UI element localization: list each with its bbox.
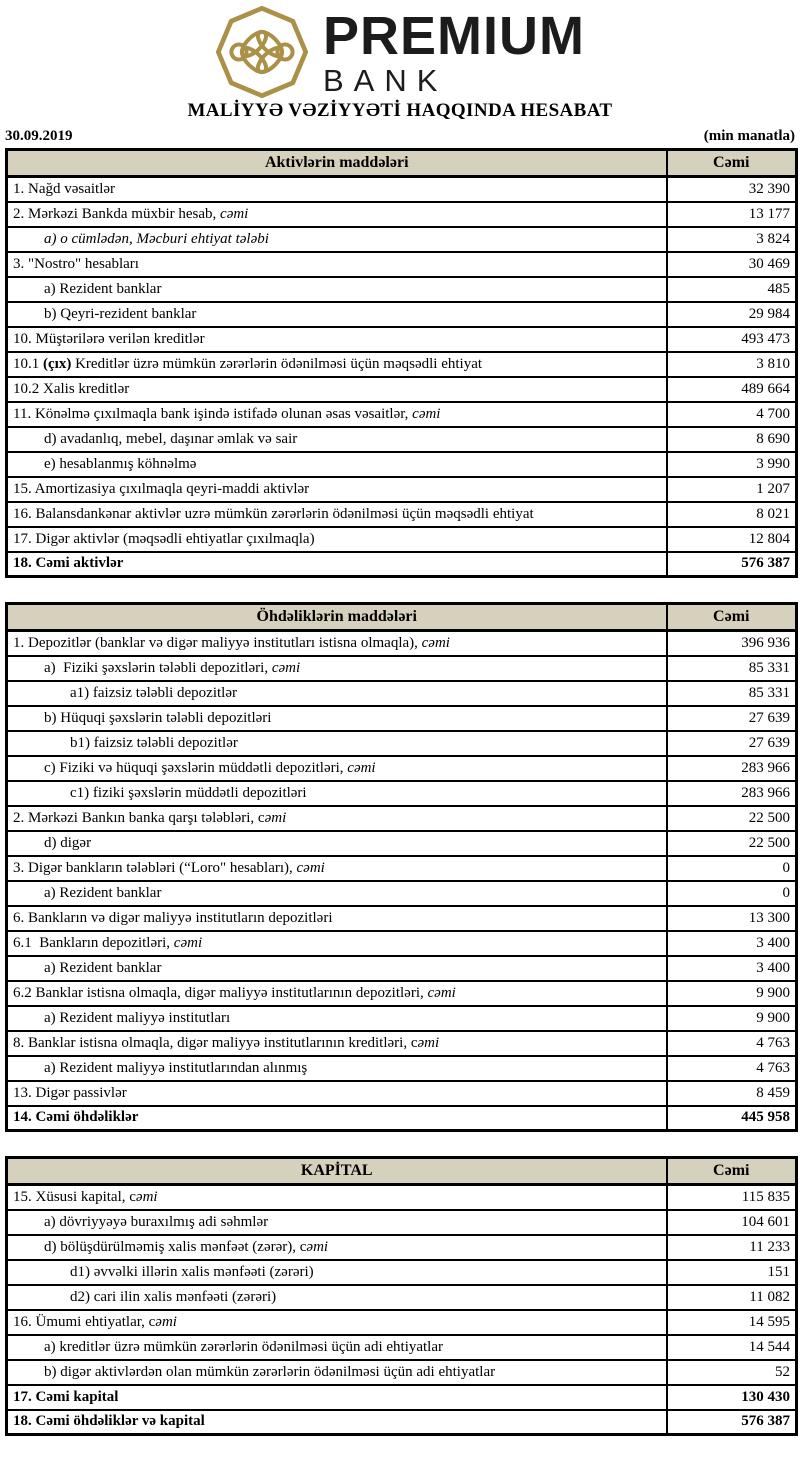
row-value: 52 (667, 1360, 797, 1385)
row-label: 16. Ümumi ehtiyatlar, cəmi (7, 1310, 667, 1335)
row-label: 2. Mərkəzi Bankda müxbir hesab, cəmi (7, 202, 667, 227)
row-value: 8 690 (667, 427, 797, 452)
table-row (7, 1006, 797, 1031)
row-label: 8. Banklar istisna olmaqla, digər maliyyə institutlarının kreditləri, cəmi (7, 1031, 667, 1056)
row-label: 13. Digər passivlər (7, 1081, 667, 1106)
table-row (7, 956, 797, 981)
row-label: a) Fiziki şəxslərin tələbli depozitləri, cəmi (7, 656, 667, 681)
page-title: MALİYYƏ VƏZİYYƏTİ HAQQINDA HESABAT (187, 100, 613, 121)
row-label: 17. Digər aktivlər (məqsədli ehtiyatlar çıxılmaqla) (7, 527, 667, 552)
row-value: 485 (667, 277, 797, 302)
table-row (7, 427, 797, 452)
table-row (7, 706, 797, 731)
table-row (7, 681, 797, 706)
row-label: a) kreditlər üzrə mümkün zərərlərin ödənilməsi üçün adi ehtiyatlar (7, 1335, 667, 1360)
unit-note: (min manatla) (703, 128, 795, 144)
row-value: 489 664 (667, 377, 797, 402)
table-row (7, 931, 797, 956)
row-label: 10. Müştərilərə verilən kreditlər (7, 327, 667, 352)
row-label: 10.2 Xalis kreditlər (7, 377, 667, 402)
tables-container (5, 148, 795, 1436)
table-row (7, 277, 797, 302)
table-row (7, 731, 797, 756)
table-row (7, 1235, 797, 1260)
row-value: 0 (667, 881, 797, 906)
row-label: 16. Balansdankənar aktivlər uzrə mümkün zərərlərin ödənilməsi üçün məqsədli ehtiyat (7, 502, 667, 527)
row-label: d2) cari ilin xalis mənfəəti (zərəri) (7, 1285, 667, 1310)
brand-name: PREMIUM (323, 5, 585, 66)
liabilities-total-column-header: Cəmi (667, 604, 797, 631)
row-value: 3 990 (667, 452, 797, 477)
row-label: d1) əvvəlki illərin xalis mənfəəti (zərəri) (7, 1260, 667, 1285)
row-value: 85 331 (667, 681, 797, 706)
capital-table-header-row (7, 1158, 797, 1185)
row-label: d) avadanlıq, mebel, daşınar əmlak və sair (7, 427, 667, 452)
table-row (7, 856, 797, 881)
row-value: 283 966 (667, 756, 797, 781)
capital-table (5, 1156, 798, 1436)
brand-subname: BANK (323, 62, 448, 98)
row-label: c1) fiziki şəxslərin müddətli depozitləri (7, 781, 667, 806)
capital-table-title: KAPİTAL (7, 1158, 667, 1185)
row-value: 27 639 (667, 706, 797, 731)
row-value: 14 544 (667, 1335, 797, 1360)
report-meta (0, 122, 800, 148)
row-value: 9 900 (667, 1006, 797, 1031)
table-row (7, 552, 797, 577)
table-row (7, 302, 797, 327)
row-label: a) dövriyyəyə buraxılmış adi səhmlər (7, 1210, 667, 1235)
row-label: 6.1 Bankların depozitləri, cəmi (7, 931, 667, 956)
table-row (7, 502, 797, 527)
table-row (7, 631, 797, 656)
table-row (7, 1106, 797, 1131)
table-row (7, 1260, 797, 1285)
capital-total-column-header: Cəmi (667, 1158, 797, 1185)
row-value: 11 082 (667, 1285, 797, 1310)
table-row (7, 252, 797, 277)
row-label: 17. Cəmi kapital (7, 1385, 667, 1410)
row-value: 13 177 (667, 202, 797, 227)
row-label: e) hesablanmış köhnəlmə (7, 452, 667, 477)
table-row (7, 227, 797, 252)
table-row (7, 1210, 797, 1235)
table-gap (5, 1132, 795, 1156)
table-row (7, 352, 797, 377)
assets-total-column-header: Cəmi (667, 150, 797, 177)
row-value: 0 (667, 856, 797, 881)
row-value: 3 810 (667, 352, 797, 377)
row-label: 6.2 Banklar istisna olmaqla, digər maliyyə institutlarının depozitləri, cəmi (7, 981, 667, 1006)
assets-table-header-row (7, 150, 797, 177)
row-value: 29 984 (667, 302, 797, 327)
table-row (7, 1335, 797, 1360)
table-row (7, 781, 797, 806)
row-value: 3 400 (667, 956, 797, 981)
row-label: d) digər (7, 831, 667, 856)
row-label: a) Rezident banklar (7, 956, 667, 981)
table-gap (5, 578, 795, 602)
row-label: 15. Amortizasiya çıxılmaqla qeyri-maddi aktivlər (7, 477, 667, 502)
row-value: 8 459 (667, 1081, 797, 1106)
row-value: 1 207 (667, 477, 797, 502)
table-row (7, 1031, 797, 1056)
table-row (7, 1310, 797, 1335)
row-value: 130 430 (667, 1385, 797, 1410)
table-row (7, 1285, 797, 1310)
row-label: 6. Bankların və digər maliyyə institutların depozitləri (7, 906, 667, 931)
row-value: 85 331 (667, 656, 797, 681)
row-value: 22 500 (667, 831, 797, 856)
table-row (7, 177, 797, 202)
table-row (7, 477, 797, 502)
table-row (7, 527, 797, 552)
bank-logo-knot-icon (215, 5, 309, 99)
bank-brand-text (323, 5, 585, 98)
row-value: 576 387 (667, 1410, 797, 1435)
table-row (7, 831, 797, 856)
table-row (7, 1360, 797, 1385)
row-value: 104 601 (667, 1210, 797, 1235)
row-label: a) Rezident banklar (7, 277, 667, 302)
row-label: 18. Cəmi aktivlər (7, 552, 667, 577)
row-label: b) digər aktivlərdən olan mümkün zərərlərin ödənilməsi üçün adi ehtiyatlar (7, 1360, 667, 1385)
row-value: 283 966 (667, 781, 797, 806)
table-row (7, 327, 797, 352)
row-value: 3 824 (667, 227, 797, 252)
row-label: 14. Cəmi öhdəliklər (7, 1106, 667, 1131)
assets-table-title: Aktivlərin maddələri (7, 150, 667, 177)
table-row (7, 1410, 797, 1435)
table-row (7, 806, 797, 831)
row-value: 14 595 (667, 1310, 797, 1335)
liabilities-table (5, 602, 798, 1132)
table-row (7, 377, 797, 402)
table-row (7, 1081, 797, 1106)
liabilities-table-header-row (7, 604, 797, 631)
row-value: 9 900 (667, 981, 797, 1006)
row-value: 493 473 (667, 327, 797, 352)
table-row (7, 1385, 797, 1410)
row-label: c) Fiziki və hüquqi şəxslərin müddətli depozitləri, cəmi (7, 756, 667, 781)
row-value: 396 936 (667, 631, 797, 656)
row-label: 10.1 (çıx) Kreditlər üzrə mümkün zərərlərin ödənilməsi üçün məqsədli ehtiyat (7, 352, 667, 377)
row-value: 30 469 (667, 252, 797, 277)
row-value: 4 763 (667, 1056, 797, 1081)
row-label: a1) faizsiz tələbli depozitlər (7, 681, 667, 706)
row-value: 4 700 (667, 402, 797, 427)
table-row (7, 402, 797, 427)
bank-logo (0, 0, 800, 98)
table-row (7, 1056, 797, 1081)
row-label: 2. Mərkəzi Bankın banka qarşı tələbləri, cəmi (7, 806, 667, 831)
table-row (7, 881, 797, 906)
row-label: 1. Depozitlər (banklar və digər maliyyə institutları istisna olmaqla), cəmi (7, 631, 667, 656)
row-value: 32 390 (667, 177, 797, 202)
row-label: a) o cümlədən, Məcburi ehtiyat tələbi (7, 227, 667, 252)
assets-table (5, 148, 798, 578)
row-label: 15. Xüsusi kapital, cəmi (7, 1185, 667, 1210)
row-label: 3. "Nostro" hesabları (7, 252, 667, 277)
row-label: b) Qeyri-rezident banklar (7, 302, 667, 327)
table-row (7, 906, 797, 931)
row-value: 8 021 (667, 502, 797, 527)
row-label: 1. Nağd vəsaitlər (7, 177, 667, 202)
table-row (7, 202, 797, 227)
table-row (7, 656, 797, 681)
row-value: 27 639 (667, 731, 797, 756)
row-label: 3. Digər bankların tələbləri (“Loro" hesabları), cəmi (7, 856, 667, 881)
row-value: 3 400 (667, 931, 797, 956)
row-value: 22 500 (667, 806, 797, 831)
liabilities-table-title: Öhdəliklərin maddələri (7, 604, 667, 631)
row-value: 576 387 (667, 552, 797, 577)
row-label: b1) faizsiz tələbli depozitlər (7, 731, 667, 756)
row-label: 11. Könəlmə çıxılmaqla bank işində istifadə olunan əsas vəsaitlər, cəmi (7, 402, 667, 427)
row-label: a) Rezident maliyyə institutları (7, 1006, 667, 1031)
row-value: 4 763 (667, 1031, 797, 1056)
row-label: a) Rezident banklar (7, 881, 667, 906)
row-value: 151 (667, 1260, 797, 1285)
table-row (7, 1185, 797, 1210)
row-label: 18. Cəmi öhdəliklər və kapital (7, 1410, 667, 1435)
row-value: 11 233 (667, 1235, 797, 1260)
row-value: 115 835 (667, 1185, 797, 1210)
row-label: d) bölüşdürülməmiş xalis mənfəət (zərər), cəmi (7, 1235, 667, 1260)
row-label: a) Rezident maliyyə institutlarından alınmış (7, 1056, 667, 1081)
table-row (7, 452, 797, 477)
row-value: 13 300 (667, 906, 797, 931)
table-row (7, 981, 797, 1006)
row-value: 12 804 (667, 527, 797, 552)
row-label: b) Hüquqi şəxslərin tələbli depozitləri (7, 706, 667, 731)
table-row (7, 756, 797, 781)
report-date: 30.09.2019 (5, 128, 73, 144)
row-value: 445 958 (667, 1106, 797, 1131)
